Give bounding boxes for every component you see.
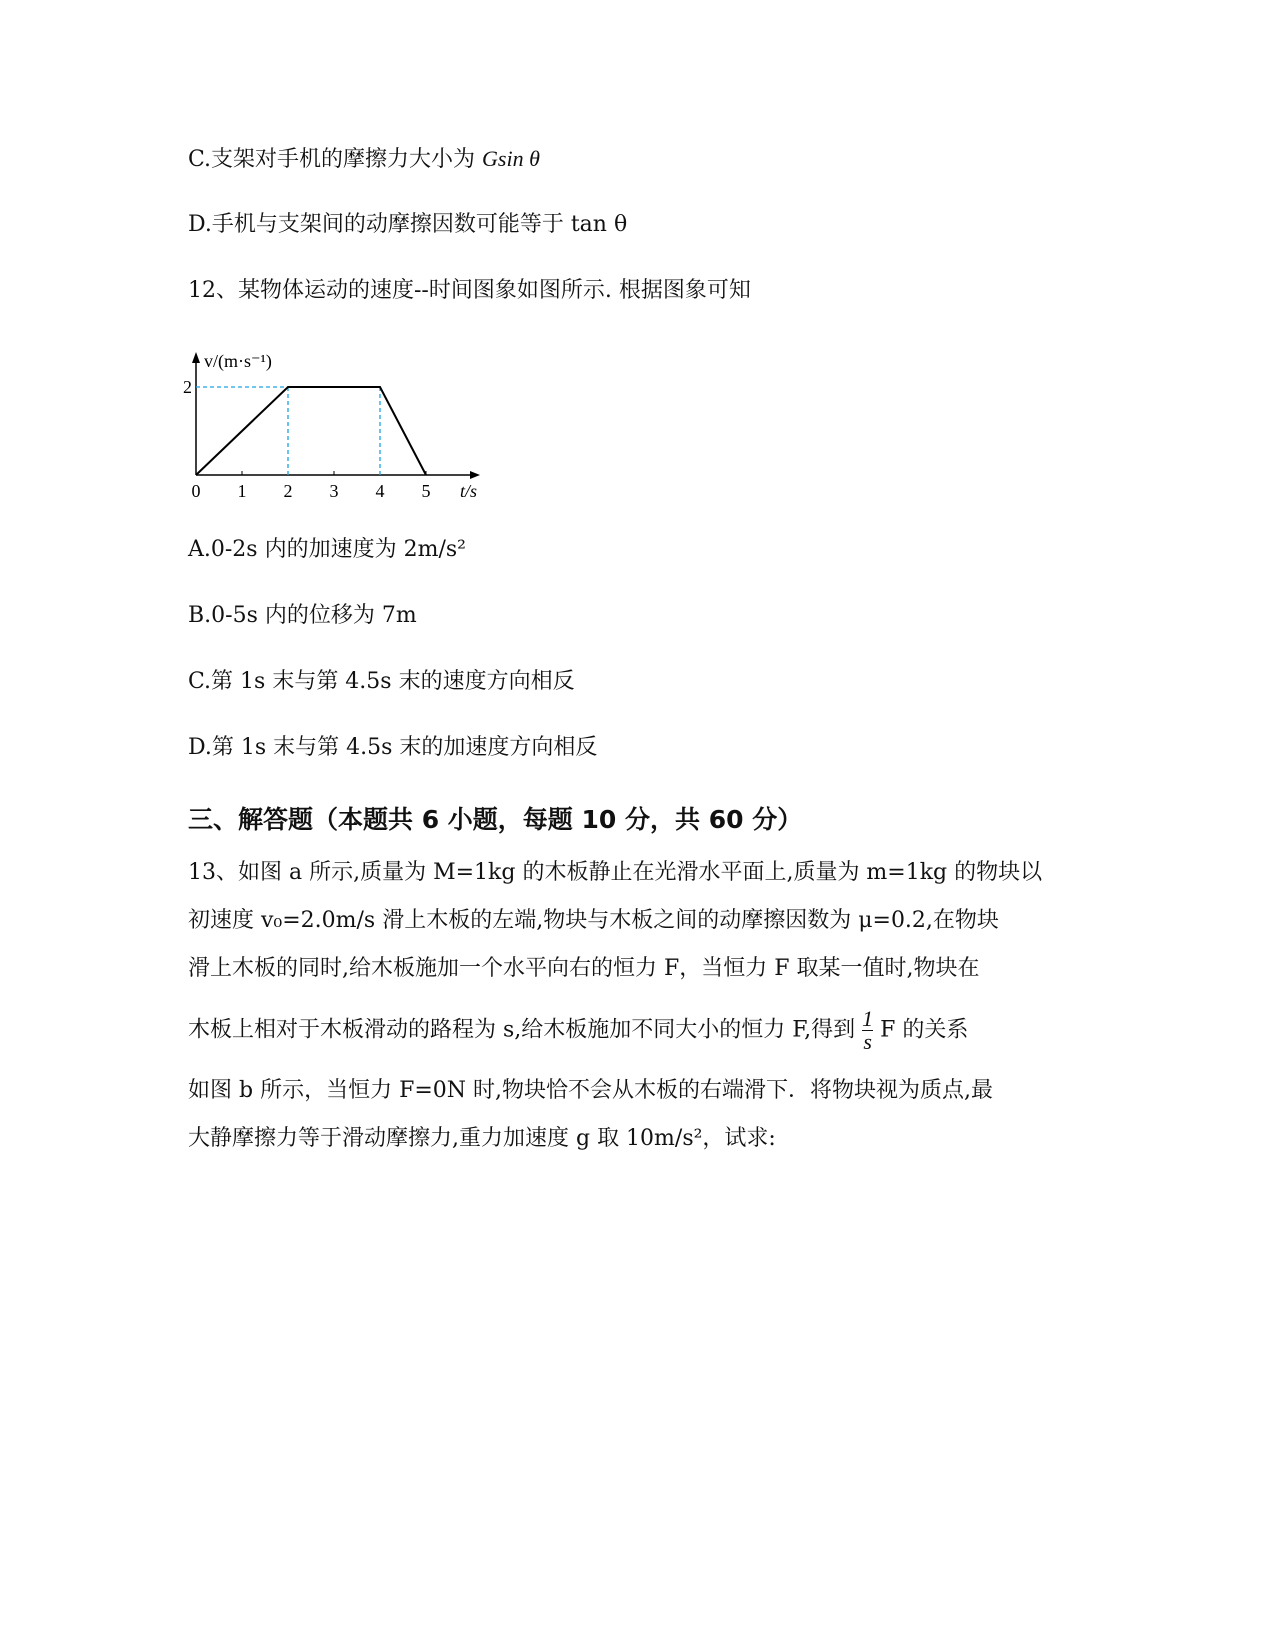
axes [192,352,480,479]
q11-option-d: D.手机与支架间的动摩擦因数可能等于 tan θ [188,212,628,237]
y-axis-label: v/(m·s⁻¹) [204,351,272,371]
q13-line-2: 初速度 v₀=2.0m/s 滑上木板的左端,物块与木板之间的动摩擦因数为 μ=0.2,在物块 [188,908,999,933]
q12-option-b: B.0-5s 内的位移为 7m [188,603,417,628]
y-tick-label: 2 [183,377,192,397]
x-axis-arrow [470,471,480,479]
q12-option-c: C.第 1s 末与第 4.5s 末的速度方向相反 [188,669,575,694]
y-axis-arrow [192,352,200,363]
x-tick-label: 0 [191,481,201,501]
q13-line-1: 13、如图 a 所示,质量为 M=1kg 的木板静止在光滑水平面上,质量为 m=1kg 的物块以 [188,860,1043,885]
guide-lines [196,387,380,475]
x-axis-label: t/s [460,481,478,501]
q11-option-c: C.支架对手机的摩擦力大小为 Gsin θ [188,146,540,172]
q11-option-c-expr: Gsin θ [482,146,540,171]
q12-stem: 12、某物体运动的速度--时间图象如图所示. 根据图象可知 [188,278,751,303]
q12-option-a: A.0-2s 内的加速度为 2m/s² [188,537,466,562]
q13-line-3: 滑上木板的同时,给木板施加一个水平向右的恒力 F，当恒力 F 取某一值时,物块在 [188,956,980,981]
velocity-time-graph [183,351,510,535]
q12-option-d: D.第 1s 末与第 4.5s 末的加速度方向相反 [188,735,598,760]
series-line [196,387,426,475]
x-tick-label: 3 [329,481,339,501]
q13-line-4: 木板上相对于木板滑动的路程为 s,给木板施加不同大小的恒力 F,得到 $\frac{1}{s}$ F 的关系 [188,1006,969,1054]
one-over-s-fraction: $\frac{1}{s}$ [862,1006,874,1054]
x-tick-label: 5 [421,481,431,501]
velocity-series [196,387,426,475]
section-3-heading: 三、解答题（本题共 6 小题，每题 10 分，共 60 分） [188,805,803,834]
tick-labels [183,377,431,501]
x-tick-label: 2 [283,481,293,501]
x-tick-label: 1 [237,481,247,501]
x-tick-label: 4 [375,481,385,501]
q13-line-5: 如图 b 所示，当恒力 F=0N 时,物块恰不会从木板的右端滑下．将物块视为质点,最 [188,1078,993,1103]
q13-line-6: 大静摩擦力等于滑动摩擦力,重力加速度 g 取 10m/s²，试求: [188,1126,776,1151]
